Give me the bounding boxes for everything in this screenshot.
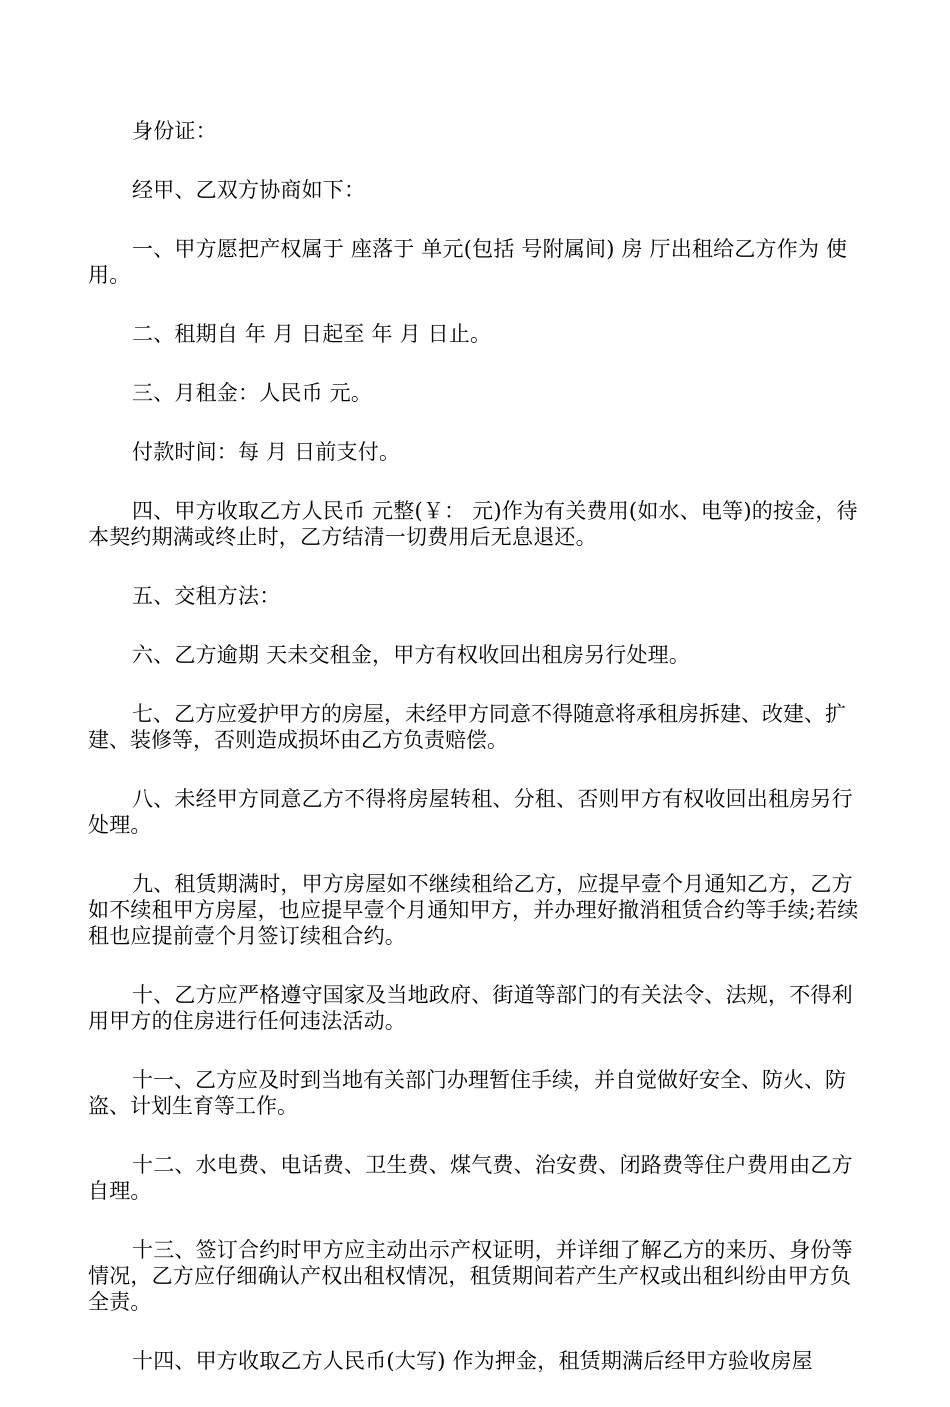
clause-4-deposit-fees: 四、甲方收取乙方人民币 元整(￥： 元)作为有关费用(如水、电等)的按金，待本契约期满或终止时，乙方结清一切费用后无息退还。 — [88, 499, 858, 549]
clause-1-property: 一、甲方愿把产权属于 座落于 单元(包括 号附属间) 房 厅出租给乙方作为 使用。 — [88, 237, 848, 287]
clause-10-law: 十、乙方应严格遵守国家及当地政府、街道等部门的有关法令、法规，不得利用甲方的住房进行任何违法活动。 — [88, 983, 853, 1033]
clause-12-utilities: 十二、水电费、电话费、卫生费、煤气费、治安费、闭路费等住户费用由乙方自理。 — [88, 1153, 853, 1203]
paragraph-agreement-intro: 经甲、乙双方协商如下： — [132, 178, 366, 202]
payment-time: 付款时间：每 月 日前支付。 — [132, 440, 401, 464]
clause-6-overdue: 六、乙方逾期 天未交租金，甲方有权收回出租房另行处理。 — [132, 643, 691, 667]
clause-5-payment-method: 五、交租方法： — [132, 584, 281, 608]
clause-11-residence: 十一、乙方应及时到当地有关部门办理暂住手续，并自觉做好安全、防火、防盗、计划生育等工作。 — [88, 1068, 846, 1118]
clause-13-property-proof: 十三、签订合约时甲方应主动出示产权证明，并详细了解乙方的来历、身份等情况，乙方应仔细确认产权出租权情况，租赁期间若产生产权或出租纠纷由甲方负全责。 — [88, 1238, 853, 1314]
clause-14-security-deposit: 十四、甲方收取乙方人民币(大写) 作为押金，租赁期满后经甲方验收房屋 — [132, 1349, 813, 1373]
paragraph-id-card: 身份证： — [132, 119, 217, 143]
clause-9-expiry: 九、租赁期满时，甲方房屋如不继续租给乙方，应提早壹个月通知乙方，乙方如不续租甲方房屋，也应提早壹个月通知甲方，并办理好撤消租赁合约等手续;若续租也应提前壹个月签订续租合约。 — [88, 872, 859, 948]
clause-3-rent: 三、月租金：人民币 元。 — [132, 381, 373, 405]
clause-2-term: 二、租期自 年 月 日起至 年 月 日止。 — [132, 322, 492, 346]
clause-7-care: 七、乙方应爱护甲方的房屋，未经甲方同意不得随意将承租房拆建、改建、扩建、装修等，否则造成损坏由乙方负责赔偿。 — [88, 702, 846, 752]
document-body — [88, 118, 868, 1407]
clause-8-sublet: 八、未经甲方同意乙方不得将房屋转租、分租、否则甲方有权收回出租房另行处理。 — [88, 787, 853, 837]
